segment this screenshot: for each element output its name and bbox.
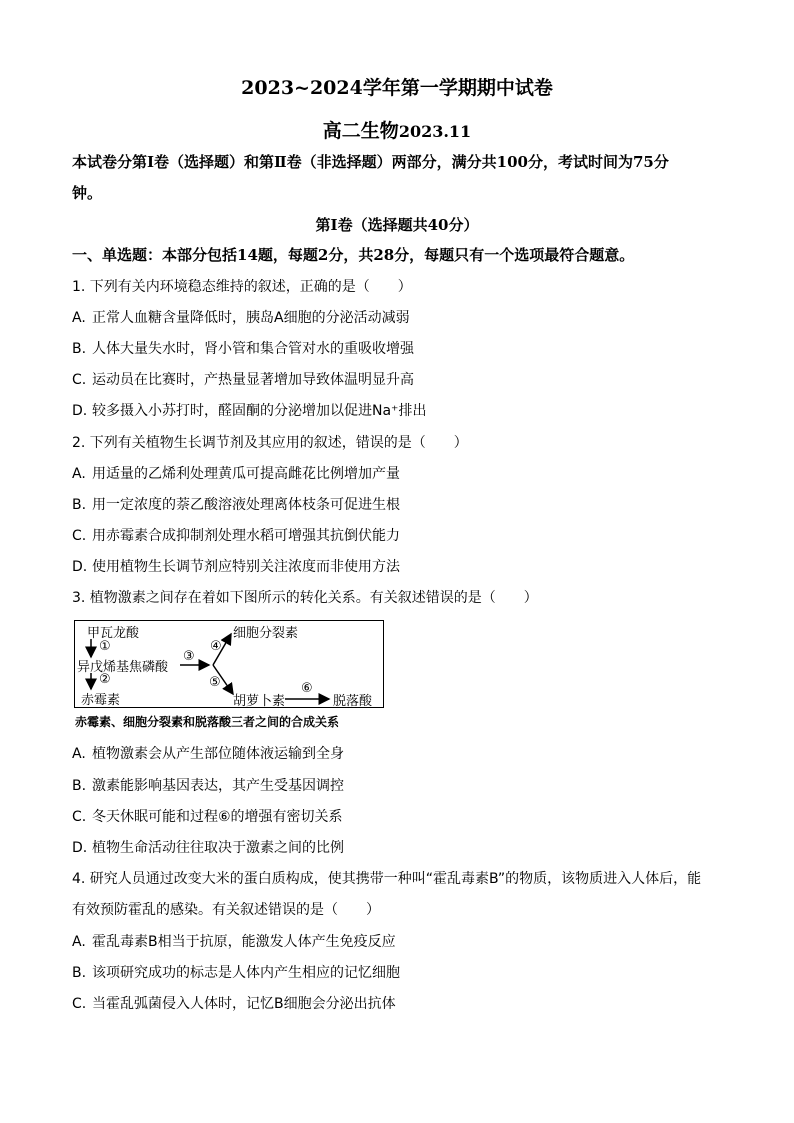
exam-title: 2023~2024学年第一学期期中试卷 xyxy=(241,77,553,99)
node-cytokinin: 细胞分裂素 xyxy=(233,626,299,641)
exam-subtitle xyxy=(0,116,794,143)
question-1-stem: 1. 下列有关内环境稳态维持的叙述，正确的是（ ） xyxy=(72,279,412,295)
question-2-option-d: D. 使用植物生长调节剂应特别关注浓度而非使用方法 xyxy=(72,559,400,575)
subject-name: 高二生物 xyxy=(322,120,399,142)
question-3-option-d: D. 植物生命活动往往取决于激素之间的比例 xyxy=(72,840,344,856)
intro-line-2: 钟。 xyxy=(72,184,103,202)
hormone-synthesis-diagram xyxy=(74,620,384,708)
question-4-stem-line-1: 4. 研究人员通过改变大米的蛋白质构成，使其携带一种叫“霍乱毒素B”的物质，该物质进入人体后，能 xyxy=(72,871,702,887)
step-5-label: ⑤ xyxy=(209,675,221,690)
step-2-label: ② xyxy=(99,672,111,687)
exam-date: 2023.11 xyxy=(398,122,472,141)
node-aba: 脱落酸 xyxy=(333,694,373,709)
step-3-label: ③ xyxy=(183,649,195,664)
question-1-option-a: A. 正常人血糖含量降低时，胰岛A细胞的分泌活动减弱 xyxy=(72,310,410,326)
diagram-caption: 赤霉素、细胞分裂素和脱落酸三者之间的合成关系 xyxy=(75,715,340,729)
question-2-option-a: A. 用适量的乙烯利处理黄瓜可提高雌花比例增加产量 xyxy=(72,466,400,482)
question-2-option-b: B. 用一定浓度的萘乙酸溶液处理离体枝条可促进生根 xyxy=(72,497,400,513)
question-3-option-a: A. 植物激素会从产生部位随体液运输到全身 xyxy=(72,746,344,762)
question-4-stem-line-2: 有效预防霍乱的感染。有关叙述错误的是（ ） xyxy=(72,902,380,918)
node-mevalonate: 甲瓦龙酸 xyxy=(87,626,140,641)
part-title: 一、单选题：本部分包括14题，每题2分，共28分，每题只有一个选项最符合题意。 xyxy=(72,246,635,264)
node-carotene: 胡萝卜素 xyxy=(233,694,286,709)
question-2-option-c: C. 用赤霉素合成抑制剂处理水稻可增强其抗倒伏能力 xyxy=(72,528,400,544)
question-1-option-d: D. 较多摄入小苏打时，醛固酮的分泌增加以促进Na⁺排出 xyxy=(72,403,427,419)
question-2-stem: 2. 下列有关植物生长调节剂及其应用的叙述，错误的是（ ） xyxy=(72,435,468,451)
question-4-option-b: B. 该项研究成功的标志是人体内产生相应的记忆细胞 xyxy=(72,965,400,981)
step-1-label: ① xyxy=(99,639,111,654)
question-1-option-b: B. 人体大量失水时，肾小管和集合管对水的重吸收增强 xyxy=(72,341,414,357)
step-4-label: ④ xyxy=(210,639,222,654)
intro-line-1: 本试卷分第Ⅰ卷（选择题）和第Ⅱ卷（非选择题）两部分，满分共100分，考试时间为75分 xyxy=(72,153,669,171)
question-4-option-a: A. 霍乱毒素B相当于抗原，能激发人体产生免疫反应 xyxy=(72,934,396,950)
node-gibberellin: 赤霉素 xyxy=(81,693,121,708)
question-3-stem: 3. 植物激素之间存在着如下图所示的转化关系。有关叙述错误的是（ ） xyxy=(72,590,538,606)
step-6-label: ⑥ xyxy=(301,681,313,696)
question-1-option-c: C. 运动员在比赛时，产热量显著增加导致体温明显升高 xyxy=(72,372,414,388)
section-title: 第Ⅰ卷（选择题共40分） xyxy=(315,216,479,234)
question-4-option-c: C. 当霍乱弧菌侵入人体时，记忆B细胞会分泌出抗体 xyxy=(72,996,396,1012)
question-3-option-b: B. 激素能影响基因表达，其产生受基因调控 xyxy=(72,778,344,794)
node-ipp: 异戊烯基焦磷酸 xyxy=(77,660,169,675)
question-3-option-c: C. 冬天休眠可能和过程⑥的增强有密切关系 xyxy=(72,809,343,825)
